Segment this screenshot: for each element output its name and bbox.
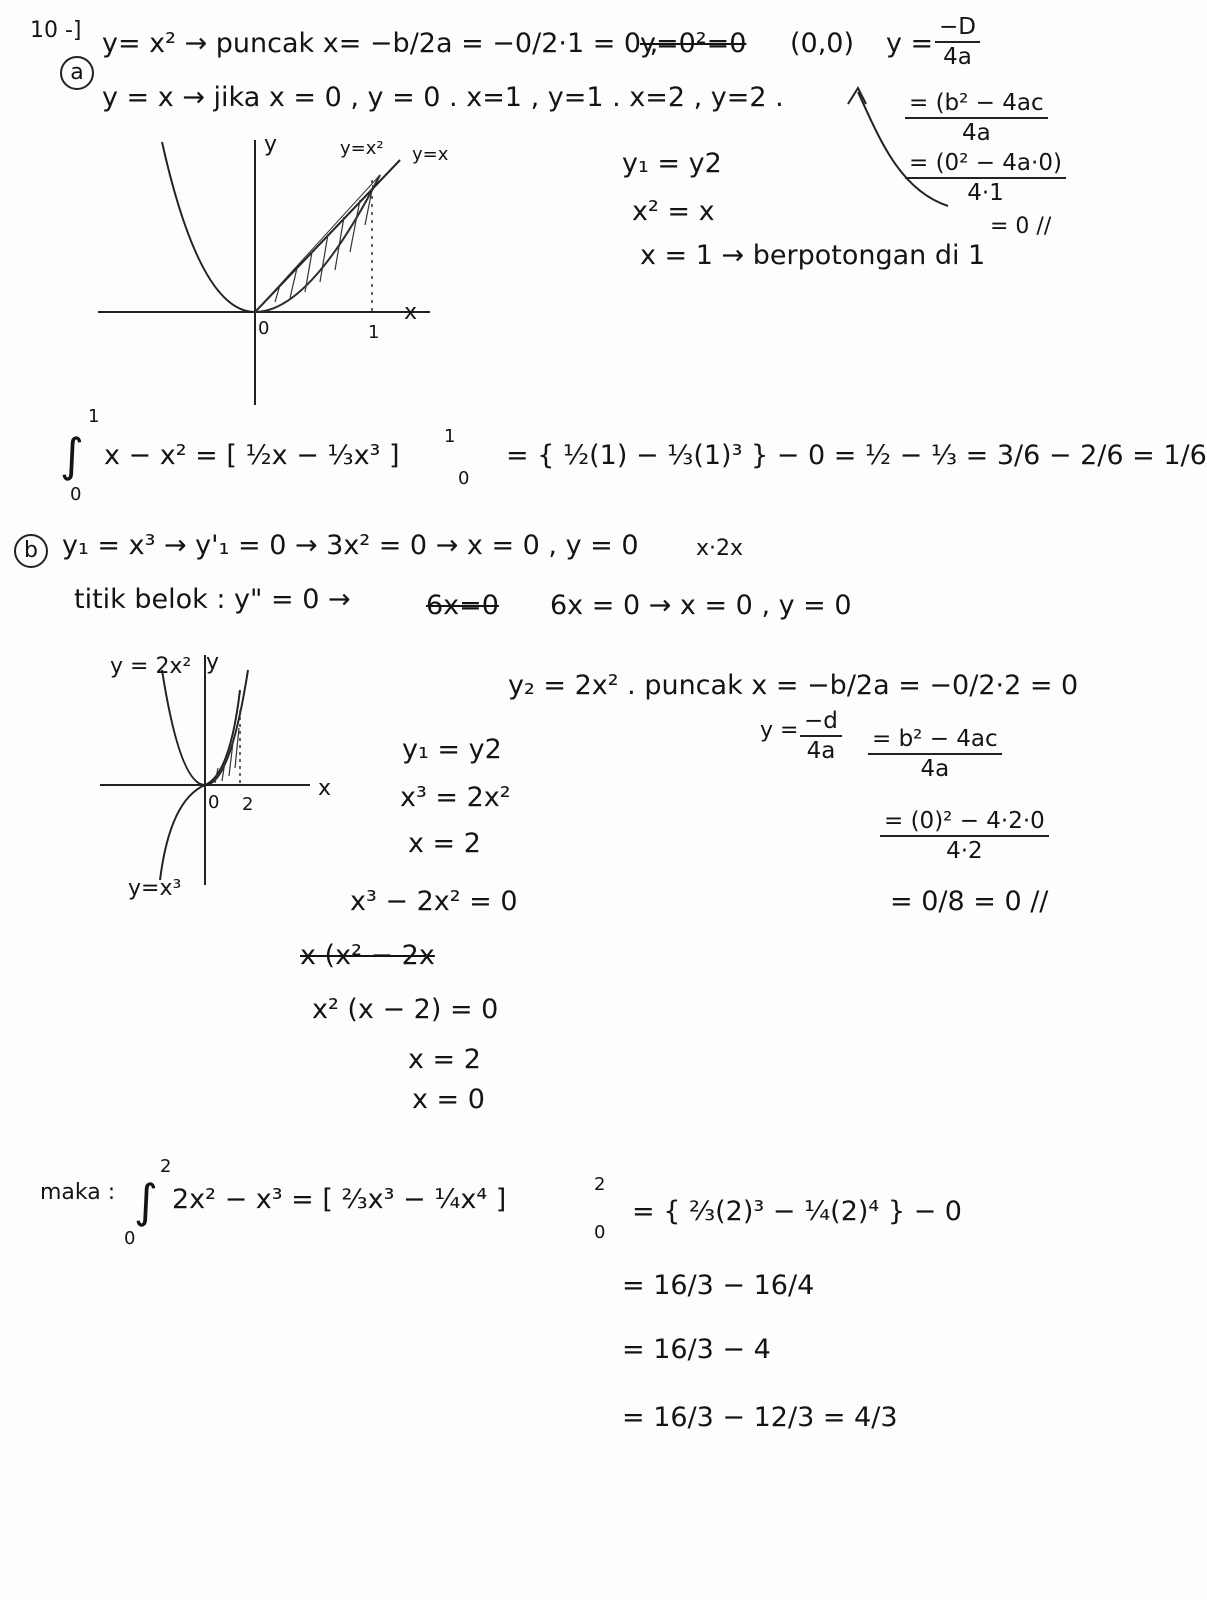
graph-b-y-label: y: [206, 650, 220, 675]
part-b-vertex-x: y₂ = 2x² . puncak x = −b/2a = −0/2·2 = 0: [508, 670, 1079, 701]
integral-sign-icon: ∫: [60, 428, 84, 482]
part-b-vertex-y-fraction: [800, 708, 842, 764]
graph-a-origin: 0: [258, 318, 270, 339]
integral-a-bound-upper: 1: [444, 426, 456, 447]
part-a-intersect-2: x² = x: [632, 196, 715, 227]
part-b-line1: y₁ = x³ → y'₁ = 0 → 3x² = 0 → x = 0 , y = 0: [62, 530, 639, 561]
part-a-intersect-3: x = 1 → berpotongan di 1: [640, 240, 986, 271]
part-b-line2-struck: 6x=0: [426, 590, 499, 621]
part-a-d-result: = 0 //: [990, 214, 1052, 239]
part-b-vertex-y-lhs: y =: [760, 718, 799, 743]
part-b-solve-4: x³ − 2x² = 0: [350, 886, 518, 917]
integral-sign-icon: ∫: [134, 1174, 158, 1228]
integral-a-lower: 0: [70, 484, 82, 505]
fraction-numerator: = (b² − 4ac: [905, 90, 1048, 119]
part-b-d-step-1: [868, 726, 1002, 782]
part-a-vertex-point: (0,0): [790, 28, 855, 59]
part-b-solve-6: x = 2: [408, 1044, 481, 1075]
fraction-numerator: −D: [935, 14, 980, 43]
final-integral-upper: 2: [160, 1156, 172, 1177]
part-b-solve-7: x = 0: [412, 1084, 485, 1115]
fraction-numerator: = b² − 4ac: [868, 726, 1002, 755]
graph-a-y-label: y: [264, 132, 278, 157]
fraction-denominator: 4a: [806, 738, 836, 764]
graph-a-curve1-label: y=x²: [340, 138, 384, 159]
final-prefix: maka :: [40, 1180, 116, 1205]
part-a-intersect-1: y₁ = y2: [622, 148, 722, 179]
graph-a-curve2-label: y=x: [412, 144, 449, 165]
final-step-3: = 16/3 − 12/3 = 4/3: [622, 1402, 898, 1433]
parabola-curve: [162, 142, 380, 312]
graph-b-origin: 0: [208, 792, 220, 813]
part-a-label: a: [60, 56, 94, 90]
graph-b-x-label: x: [318, 776, 332, 801]
part-a-line2: y = x → jika x = 0 , y = 0 . x=1 , y=1 . x=2 , y=2 .: [102, 82, 784, 113]
part-b-line2-rest: 6x = 0 → x = 0 , y = 0: [550, 590, 852, 621]
part-b-solve-3: x = 2: [408, 828, 481, 859]
part-a-line1-struck: y=0²=0: [640, 28, 747, 59]
final-integral-lower: 0: [124, 1228, 136, 1249]
fraction-numerator: = (0)² − 4·2·0: [880, 808, 1049, 837]
integral-a-upper: 1: [88, 406, 100, 427]
part-b-solve-5: x² (x − 2) = 0: [312, 994, 499, 1025]
graph-b-label-top: y = 2x²: [110, 654, 192, 679]
part-a-vertex-y-lhs: y =: [886, 28, 934, 59]
integral-a-result: = { ½(1) − ⅓(1)³ } − 0 = ½ − ⅓ = 3/6 − 2/6 = 1/6: [506, 440, 1207, 471]
fraction-denominator: 4a: [961, 120, 991, 146]
fraction-denominator: 4·2: [946, 838, 983, 864]
graph-a: [90, 130, 450, 410]
final-integral-expr: 2x² − x³ = [ ⅔x³ − ¼x⁴ ]: [172, 1184, 507, 1215]
part-b-line1-extra: x·2x: [696, 536, 744, 561]
final-bound-lower: 0: [594, 1222, 606, 1243]
graph-a-x-tick: 1: [368, 322, 380, 343]
part-b-line2-prefix: titik belok : y" = 0 →: [74, 584, 351, 615]
part-a-line1: y= x² → puncak x= −b/2a = −0/2·1 = 0 ,: [102, 28, 659, 59]
final-step-1: = 16/3 − 16/4: [622, 1270, 815, 1301]
part-b-solve-struck: x (x² − 2x: [300, 940, 435, 971]
integral-a-expr: x − x² = [ ½x − ⅓x³ ]: [104, 440, 400, 471]
graph-b-x-tick: 2: [242, 794, 254, 815]
part-b-d-result: = 0/8 = 0 //: [890, 886, 1049, 917]
problem-number: 10 -]: [30, 18, 82, 43]
graph-b-label-bottom: y=x³: [128, 876, 182, 901]
part-b-solve-2: x³ = 2x²: [400, 782, 511, 813]
fraction-denominator: 4a: [920, 756, 950, 782]
final-result: = { ⅔(2)³ − ¼(2)⁴ } − 0: [632, 1196, 962, 1227]
fraction-denominator: 4·1: [967, 180, 1004, 206]
graph-a-x-label: x: [404, 300, 418, 325]
fraction-numerator: = (0² − 4a·0): [905, 150, 1066, 179]
graph-b: [100, 650, 360, 890]
final-bound-upper: 2: [594, 1174, 606, 1195]
part-b-d-step-2: [880, 808, 1049, 864]
part-b-label: b: [14, 534, 48, 568]
fraction-denominator: 4a: [943, 44, 972, 70]
fraction-numerator: −d: [800, 708, 842, 737]
integral-a-bound-lower: 0: [458, 468, 470, 489]
final-step-2: = 16/3 − 4: [622, 1334, 771, 1365]
part-b-solve-1: y₁ = y2: [402, 734, 502, 765]
